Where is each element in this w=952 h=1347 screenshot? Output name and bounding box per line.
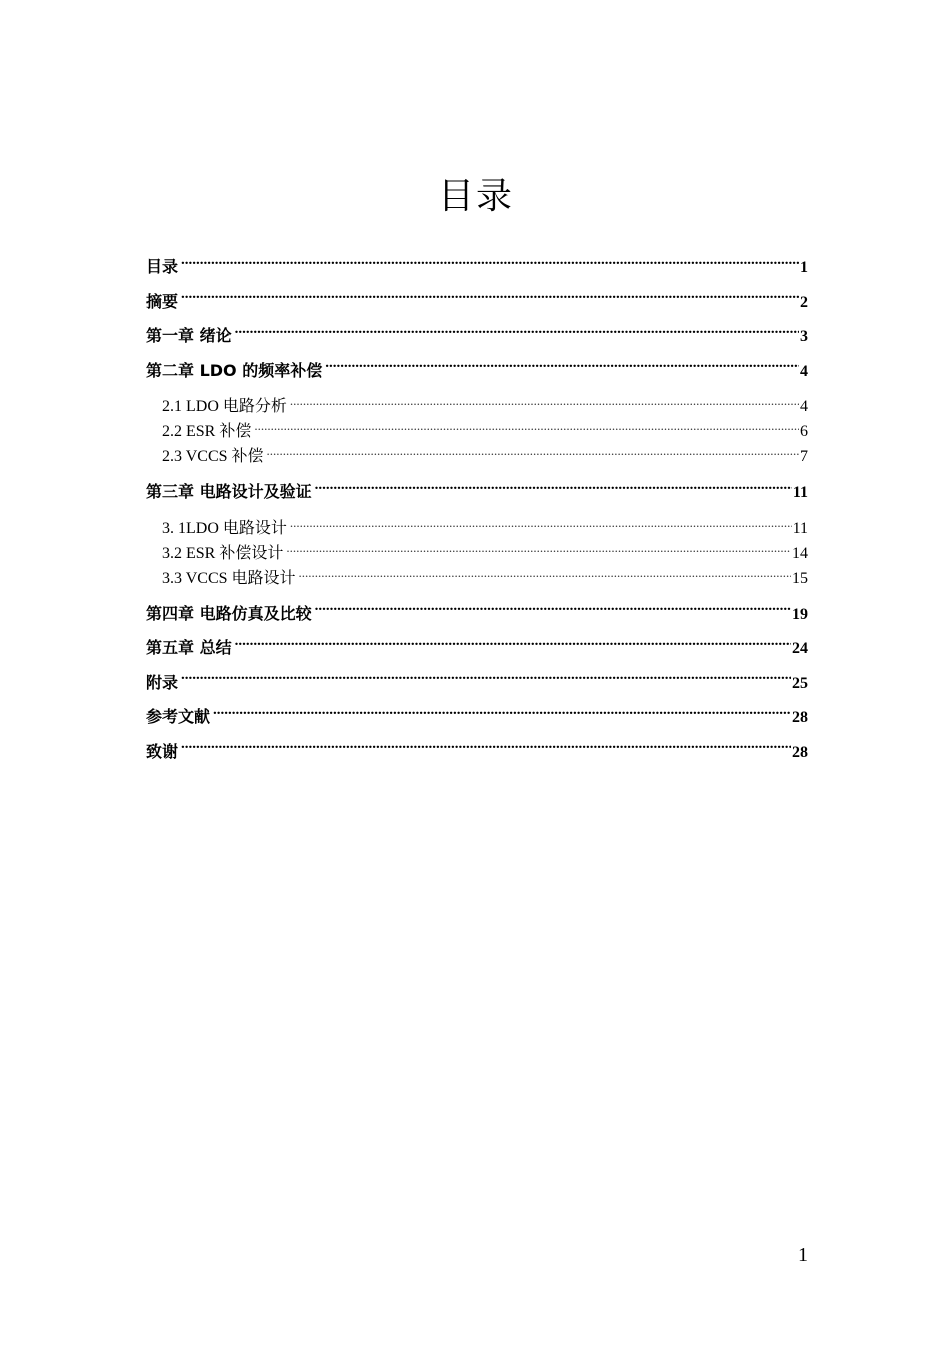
page-title: 目录: [437, 176, 514, 217]
toc-entry-section-2-1[interactable]: [146, 394, 808, 419]
footer-page-number: 1: [798, 1244, 808, 1266]
toc-leader-dots: [290, 395, 799, 411]
toc-leader-dots: [267, 445, 799, 461]
toc-entry-page: 28: [792, 709, 808, 726]
toc-entry-page: 25: [792, 674, 808, 692]
toc-entry-section-3-1[interactable]: [146, 516, 808, 541]
toc-entry-label: 2.2 ESR 补偿: [162, 423, 252, 440]
toc-entry-label: 摘要: [146, 291, 179, 311]
toc-entry-label: 3.2 ESR 补偿设计: [162, 544, 284, 562]
toc-leader-dots: [286, 542, 791, 558]
toc-leader-dots: [235, 636, 791, 653]
toc-leader-dots: [290, 517, 792, 533]
toc-entry-chapter-1[interactable]: [146, 321, 808, 356]
toc-entry-label: 参考文献: [146, 707, 211, 726]
toc-entry-label: 附录: [146, 672, 179, 692]
toc-entry-chapter-5[interactable]: [146, 633, 808, 668]
toc-entry-page: 3: [800, 328, 808, 345]
toc-entry-chapter-3[interactable]: [146, 477, 808, 512]
toc-entry-label: 第一章 绪论: [146, 326, 232, 345]
toc-entry-acknowledgements[interactable]: [146, 737, 808, 772]
toc-entry-page: 11: [792, 519, 808, 537]
toc-leader-dots: [235, 324, 799, 341]
toc-entry-label: 第四章 电路仿真及比较: [146, 603, 312, 623]
toc-entry-section-3-2[interactable]: [146, 541, 808, 566]
toc-entry-page: 28: [792, 743, 808, 761]
toc-entry-page: 4: [800, 398, 808, 415]
toc-entry-page: 19: [792, 605, 808, 623]
toc-entry-label: 第二章 LDO 的频率补偿: [146, 360, 323, 380]
toc-entry-page: 2: [800, 293, 808, 311]
toc-entry-page: 15: [792, 569, 808, 587]
toc-leader-dots: [181, 740, 791, 757]
toc-leader-dots: [315, 602, 791, 619]
toc-entry-page: 7: [800, 448, 808, 465]
toc-entry-label: 目录: [146, 257, 179, 276]
toc-entry-page: 14: [792, 544, 808, 562]
toc-entry-section-3-3[interactable]: [146, 566, 808, 591]
table-of-contents: [146, 252, 808, 771]
toc-leader-dots: [254, 420, 799, 436]
toc-entry-label: 3.3 VCCS 电路设计: [162, 569, 296, 587]
toc-entry-label: 第五章 总结: [146, 638, 232, 657]
toc-entry-label: 2.1 LDO 电路分析: [162, 398, 287, 415]
toc-entry-page: 4: [800, 362, 808, 380]
toc-leader-dots: [181, 671, 791, 688]
toc-leader-dots: [315, 480, 792, 497]
toc-entry-label: 2.3 VCCS 补偿: [162, 448, 264, 465]
toc-entry-page: 1: [800, 259, 808, 276]
toc-leader-dots: [181, 255, 799, 272]
toc-leader-dots: [325, 359, 799, 376]
toc-entry-section-2-3[interactable]: [146, 444, 808, 469]
toc-entry-page: 6: [800, 423, 808, 440]
toc-entry-abstract[interactable]: [146, 287, 808, 322]
toc-entry-chapter-4[interactable]: [146, 599, 808, 634]
toc-entry-section-2-2[interactable]: [146, 419, 808, 444]
toc-leader-dots: [299, 567, 791, 583]
toc-entry-page: 24: [792, 640, 808, 657]
toc-entry-label: 致谢: [146, 741, 179, 761]
toc-entry-page: 11: [792, 484, 808, 501]
toc-leader-dots: [181, 290, 799, 307]
toc-entry-label: 3. 1LDO 电路设计: [162, 519, 287, 537]
toc-entry-label: 第三章 电路设计及验证: [146, 482, 312, 501]
toc-entry-references[interactable]: [146, 702, 808, 737]
toc-entry-mulu[interactable]: [146, 252, 808, 287]
toc-entry-chapter-2[interactable]: [146, 356, 808, 391]
toc-leader-dots: [213, 705, 791, 722]
toc-entry-appendix[interactable]: [146, 668, 808, 703]
